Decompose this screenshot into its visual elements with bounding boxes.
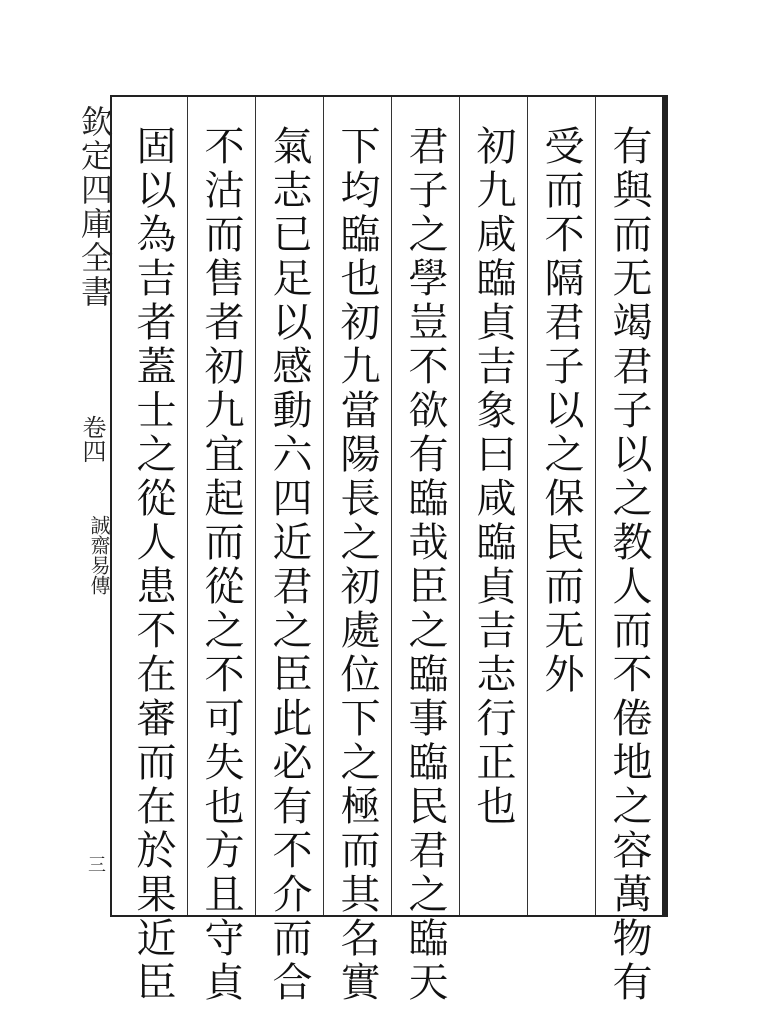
- column-divider: [391, 97, 392, 915]
- column-divider: [595, 97, 596, 915]
- frame-right-edge: [662, 95, 668, 917]
- text-column: 氣志已足以感動六四近君之臣此必有不介而合: [266, 125, 312, 1005]
- column-divider: [323, 97, 324, 915]
- gutter-volume: 卷四: [78, 415, 106, 463]
- text-column: 有與而无竭君子以之教人而不倦地之容萬物有: [606, 125, 652, 1005]
- text-column: 受而不隔君子以之保民而无外: [538, 125, 584, 697]
- column-divider: [255, 97, 256, 915]
- text-column: 不沽而售者初九宜起而從之不可失也方且守貞: [198, 125, 244, 1005]
- text-column: 固以為吉者蓋士之從人患不在審而在於果近臣: [130, 125, 176, 1005]
- text-column: 君子之學豈不欲有臨哉臣之臨事臨民君之臨天: [402, 125, 448, 1005]
- text-column: 下均臨也初九當陽長之初處位下之極而其名實: [334, 125, 380, 1005]
- column-divider: [459, 97, 460, 915]
- text-column: 初九咸臨貞吉象曰咸臨貞吉志行正也: [470, 125, 516, 829]
- page-gutter: [72, 95, 112, 917]
- column-divider: [187, 97, 188, 915]
- column-divider: [527, 97, 528, 915]
- gutter-title: 欽定四庫全書: [76, 105, 114, 309]
- gutter-page-number: 三: [85, 855, 106, 873]
- gutter-work-title: 誠齋易傳: [87, 515, 111, 595]
